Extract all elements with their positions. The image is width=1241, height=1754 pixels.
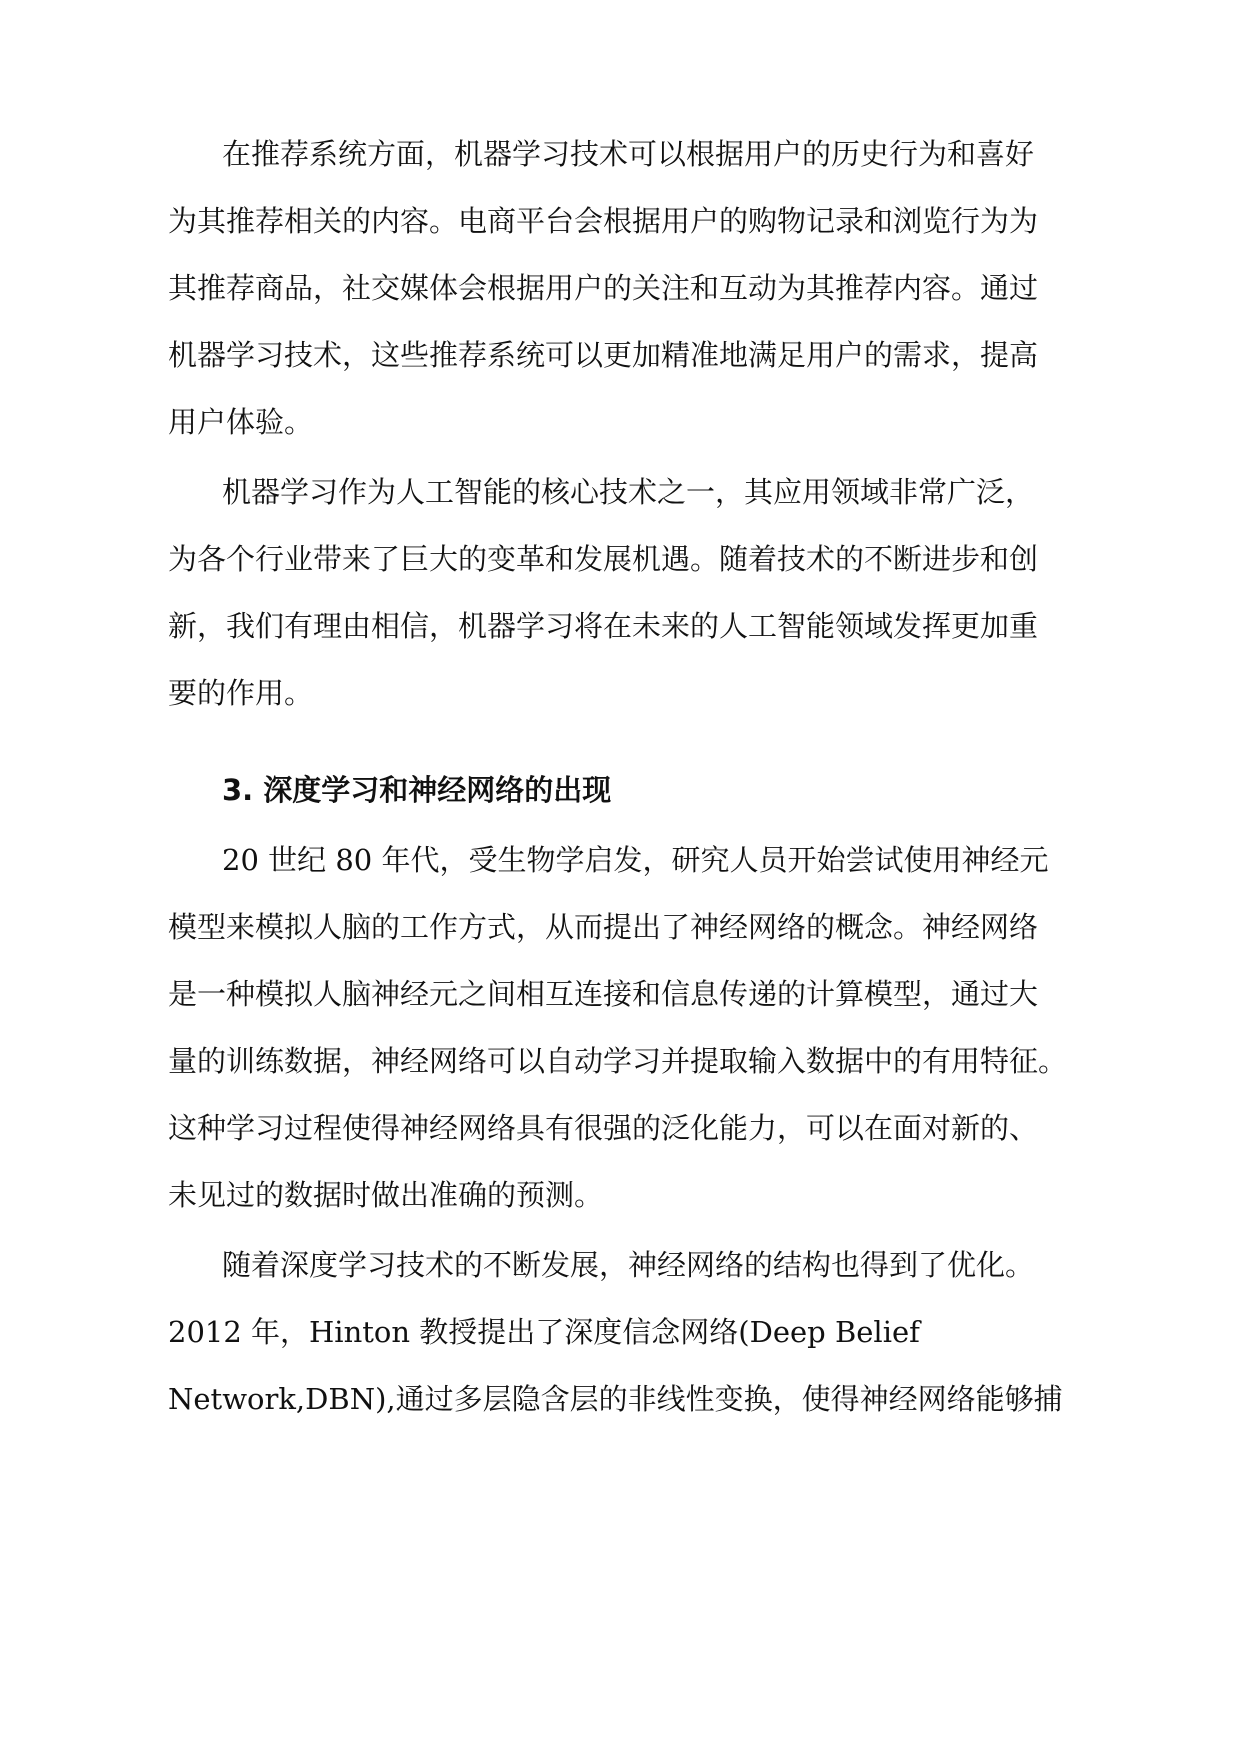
- paragraph-1-line-4: 机器学习技术，这些推荐系统可以更加精准地满足用户的需求，提高: [168, 338, 1039, 372]
- paragraph-3-line-1: 20 世纪 80 年代，受生物学启发，研究人员开始尝试使用神经元: [222, 843, 1049, 877]
- paragraph-2-line-2: 为各个行业带来了巨大的变革和发展机遇。随着技术的不断进步和创: [168, 542, 1039, 576]
- paragraph-2-line-4: 要的作用。: [168, 676, 314, 710]
- paragraph-3-line-6: 未见过的数据时做出准确的预测。: [168, 1178, 604, 1212]
- paragraph-1-line-5: 用户体验。: [168, 405, 314, 439]
- paragraph-3-line-3: 是一种模拟人脑神经元之间相互连接和信息传递的计算模型，通过大: [168, 977, 1039, 1011]
- paragraph-1-line-2: 为其推荐相关的内容。电商平台会根据用户的购物记录和浏览行为为: [168, 204, 1039, 238]
- paragraph-3-line-4: 量的训练数据，神经网络可以自动学习并提取输入数据中的有用特征。: [168, 1044, 1068, 1078]
- paragraph-4-line-2: 2012 年，Hinton 教授提出了深度信念网络(Deep Belief: [168, 1315, 920, 1349]
- paragraph-4-line-1: 随着深度学习技术的不断发展，神经网络的结构也得到了优化。: [222, 1248, 1035, 1282]
- paragraph-1-line-3: 其推荐商品，社交媒体会根据用户的关注和互动为其推荐内容。通过: [168, 271, 1039, 305]
- paragraph-2-line-1: 机器学习作为人工智能的核心技术之一，其应用领域非常广泛，: [222, 475, 1035, 509]
- paragraph-4-line-3: Network,DBN),通过多层隐含层的非线性变换，使得神经网络能够捕: [168, 1382, 1063, 1416]
- paragraph-3-line-2: 模型来模拟人脑的工作方式，从而提出了神经网络的概念。神经网络: [168, 910, 1039, 944]
- paragraph-2-line-3: 新，我们有理由相信，机器学习将在未来的人工智能领域发挥更加重: [168, 609, 1039, 643]
- paragraph-3-line-5: 这种学习过程使得神经网络具有很强的泛化能力，可以在面对新的、: [168, 1111, 1039, 1145]
- section-heading: 3. 深度学习和神经网络的出现: [222, 773, 612, 807]
- paragraph-1-line-1: 在推荐系统方面，机器学习技术可以根据用户的历史行为和喜好: [222, 137, 1035, 171]
